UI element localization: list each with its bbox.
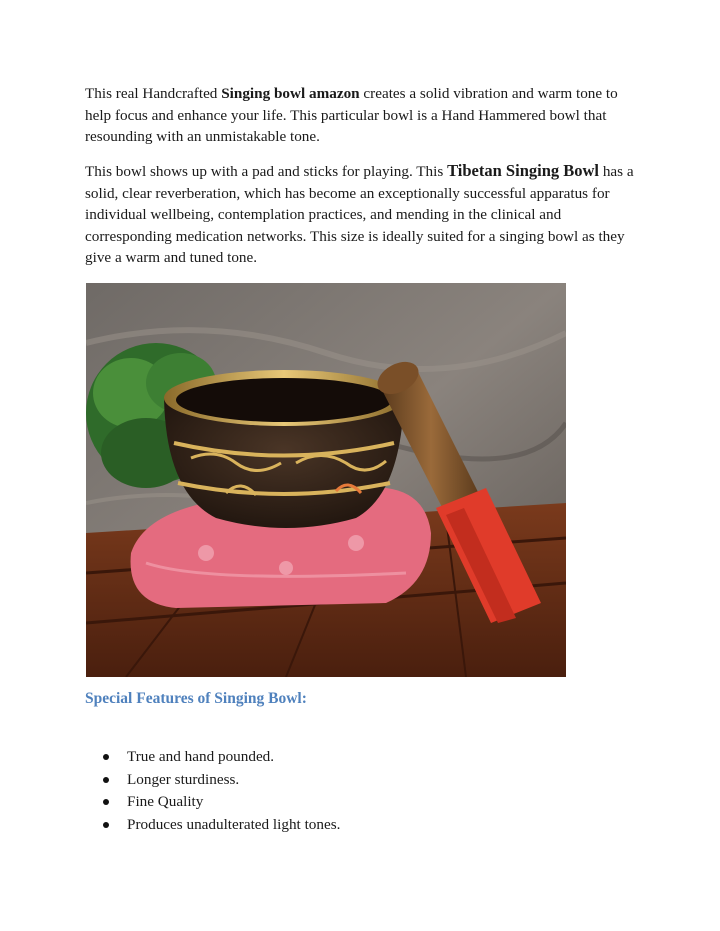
bullet-icon (103, 777, 109, 783)
feature-text: True and hand pounded. (127, 748, 275, 765)
feature-text: Fine Quality (127, 793, 204, 810)
bowl-shape (164, 370, 404, 528)
description-text-end: has a solid, clear reverberation, which has become an exceptionally successful apparatus for individual wellbeing, contemplation practices, and mending in the clinical and corresponding medication networks. This size is ideally suited for a singing bowl as they give a warm and tuned tone. (85, 163, 634, 266)
bullet-icon (103, 799, 109, 805)
intro-text-start: This real Handcrafted (85, 85, 222, 102)
singing-bowl-photo (86, 283, 566, 677)
feature-text: Produces unadulterated light tones. (127, 815, 341, 833)
list-item (103, 746, 340, 769)
description-text-start: This bowl shows up with a pad and sticks for playing. This (85, 163, 448, 180)
bullet-icon (103, 822, 109, 828)
list-item (103, 791, 340, 814)
intro-text-end: creates a solid vibration and warm tone to help focus and enhance your life. This particular bowl is a Hand Hammered bowl that resounding with an unmistakable tone. (85, 85, 618, 145)
bullet-icon (103, 754, 109, 760)
description-bold-keyword: Tibetan Singing Bowl (447, 161, 600, 180)
list-item (103, 814, 340, 837)
description-paragraph (85, 160, 645, 269)
list-item (103, 769, 340, 792)
feature-text: Longer sturdiness. (127, 770, 240, 788)
intro-paragraph (85, 83, 645, 148)
features-heading: Special Features of Singing Bowl: (85, 690, 307, 707)
intro-bold-keyword: Singing bowl amazon (221, 85, 360, 102)
features-list (103, 746, 340, 836)
